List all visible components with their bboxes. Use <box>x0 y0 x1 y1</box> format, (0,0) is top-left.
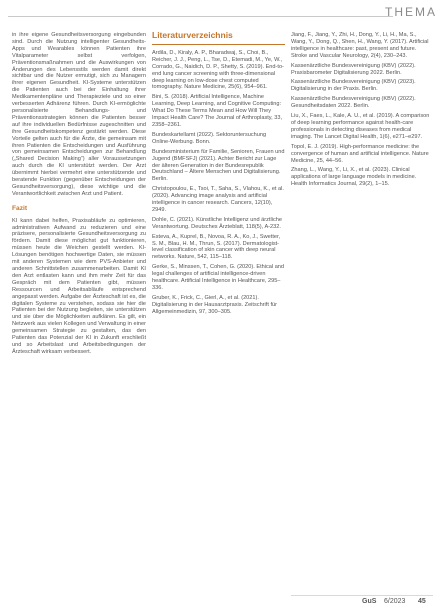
page-footer <box>0 592 443 614</box>
reference-item: Esteva, A., Kuprel, B., Novoa, R. A., Ko, J., Swetter, S. M., Blau, H. M., Thrun, S. (2017). Dermatologist-level classification of skin cancer with deep neural networks. Nature, 542, 115–118. <box>152 233 281 261</box>
reference-item: Zhang, L., Wang, Y., Li, X., et al. (2023). Clinical applications of large language models in medicine. Health Informatics Journal, 29(2), 1–15. <box>291 167 417 188</box>
fazit-paragraph: KI kann dabei helfen, Praxisabläufe zu optimieren, administrativen Aufwand zu reduzieren und eine präzisere, personalisierte Gesundheitsversorgung zu fördern. Damit diese möglichst gut funktionieren, müssen heute die Weichen gestellt werden. KI-Lösungen benötigen hochwertige Daten, sie müssen mit anderen Systemen wie dem PVS-Anbieter und anderen Schnittstellen zusammenarbeiten. Damit KI den Arzt entlasten kann und ihm mehr Zeit für das Gespräch mit dem Patienten gibt, müssen Ressourcen und Arbeitsabläufe entsprechend angepasst werden. Aufgabe der Ärzteschaft ist es, die digitalen Systeme zu verstehen, sodass sie hier die Patienten bei der Nutzung begleiten, sie unterstützen und sie über die Möglichkeiten aufklären. Es gilt, ein Netzwerk aus vielen Kollegen und Verwaltung in einer gemeinsamen Strategie zu gestalten, das den Patienten das Potenzial der KI in Zukunft erschließt und so Arbeitslast und Arbeitsbedingungen der Ärzteschaft wirksam verbessert. <box>12 217 146 355</box>
reference-item: Ardila, D., Kiraly, A. P., Bharadwaj, S., Choi, B., Reicher, J. J., Peng, L., Tse, D., Etemadi, M., Ye, W., Corrado, G., Naidich, D. P., Shetty, S. (2019). End-to-end lung cancer screening with three-dimensional deep learning on low-dose chest computed tomography. Nature Medicine, 25(6), 954–961. <box>152 49 284 91</box>
body-paragraph: in ihre eigene Gesundheitsversorgung eingebunden sind. Durch die Nutzung intelligenter Gesundheits-Apps und Wearables können Patienten ihre Vitalparameter selbst verfolgen, Präventionsmaßnahmen und die Auswirkungen von Änderungen des Lebensstils werden damit direkt sichtbar und die Nutzer ermutigt, sich zu Managern ihrer eigenen Gesundheit. KI-Systeme unterstützen die Patienten auch bei der Einhaltung ihrer Medikamentenpläne und Therapieziele und so einer verbesserten Adhärenz führen. Durch KI-ermöglichte personalisierte Behandlungs- und Präventionsstrategien können die Patienten besser auf ihre individuellen Bedürfnisse zugeschnitten und ihre Gesundheitskompetenz gestärkt werden. Diese Vorteile gelten auch für die Ärzte, die gemeinsam mit ihren Patienten die Entscheidungen und Ausführung von gemeinsamen Entscheidungen zur Behandlung („Shared Decision Making“) aller Voraussetzungen auch durch die KI unterstützt werden. Der Arzt übernimmt hierbei vermehrt eine unterstützende und beratende Funktion (gegenüber Entscheidungen der Gesundheitsversorgung), diese wichtige und die Verantwortlichkeit zwischen Arzt und Patient. <box>12 32 146 197</box>
reference-item: Bundesministerium für Familie, Senioren, Frauen und Jugend (BMFSFJ) (2021). Achter Bericht zur Lage der älteren Generation in der Bundesrepublik Deutschland – Ältere Menschen und Digitalisierung. Berlin. <box>152 148 285 183</box>
page-number: 45 <box>418 598 426 605</box>
reference-item: Liu, X., Faes, L., Kale, A. U., et al. (2019). A comparison of deep learning performance against health-care professionals in detecting diseases from medical imaging. The Lancet Digital Health, 1(6), e271–e297. <box>291 113 430 140</box>
references-column-1 <box>152 32 285 319</box>
reference-item: Kassenärztliche Bundesvereinigung (KBV) (2022). Gesundheitsdaten 2022. Berlin. <box>291 96 416 110</box>
reference-item: Dohle, C. (2021). Künstliche Intelligenz und ärztliche Verantwortung. Deutsches Ärzteblatt, 118(5), A-232. <box>152 216 282 230</box>
body-column-left <box>12 32 146 362</box>
reference-item: Kassenärztliche Bundesvereinigung (KBV) (2023). Digitalisierung in der Praxis. Berlin. <box>291 79 416 93</box>
reference-item: Bini, S. (2018). Artificial Intelligence, Machine Learning, Deep Learning, and Cognitive Computing: What Do These Terms Mean and How Will They Impact Health Care? The Journal of Arthroplasty, 33, 2358–2361. <box>152 94 283 128</box>
references-heading: Literaturverzeichnis <box>152 30 233 40</box>
section-label: THEMA <box>385 5 437 19</box>
issue-number: 6/2023 <box>384 598 406 605</box>
journal-name: GuS <box>362 598 377 605</box>
page-header <box>0 0 443 28</box>
references-rule <box>152 44 285 45</box>
references-column-2 <box>291 32 431 191</box>
reference-item: Topol, E. J. (2019). High-performance medicine: the convergence of human and artificial intelligence. Nature Medicine, 25, 44–56. <box>291 143 429 164</box>
reference-item: Kassenärztliche Bundesvereinigung (KBV) (2022). Praxisbarometer Digitalisierung 2022. Berlin. <box>291 62 416 76</box>
reference-item: Gerke, S., Minssen, T., Cohen, G. (2020). Ethical and legal challenges of artificial intelligence-driven healthcare. Artificial Intelligence in Healthcare, 295–336. <box>152 264 285 291</box>
fazit-heading: Fazit <box>12 204 28 212</box>
reference-item: Bundeskartellamt (2022). Sektoruntersuchung Online-Werbung. Bonn. <box>152 131 267 145</box>
header-rule <box>8 16 393 17</box>
footer-rule <box>291 595 433 596</box>
reference-item: Christopoulou, E., Tsoi, T., Saha, S., Vlahou, K., et al. (2020). Advancing image analysis and artificial intelligence in cancer research. Cancers, 12(10), 2949. <box>152 186 284 213</box>
reference-item: Jiang, F., Jiang, Y., Zhi, H., Dong, Y., Li, H., Ma, S., Wang, Y., Dong, Q., Shen, H., Wang, Y. (2017). Artificial intelligence in healthcare: past, present and future. Stroke and Vascular Neurology, 2(4), 230–243. <box>291 32 429 59</box>
reference-item: Gruber, K., Frick, C., Gierl, A., et al. (2021). Digitalisierung in der Hausarztpraxis. Zeitschrift für Allgemeinmedizin, 97, 300–305. <box>152 294 277 315</box>
